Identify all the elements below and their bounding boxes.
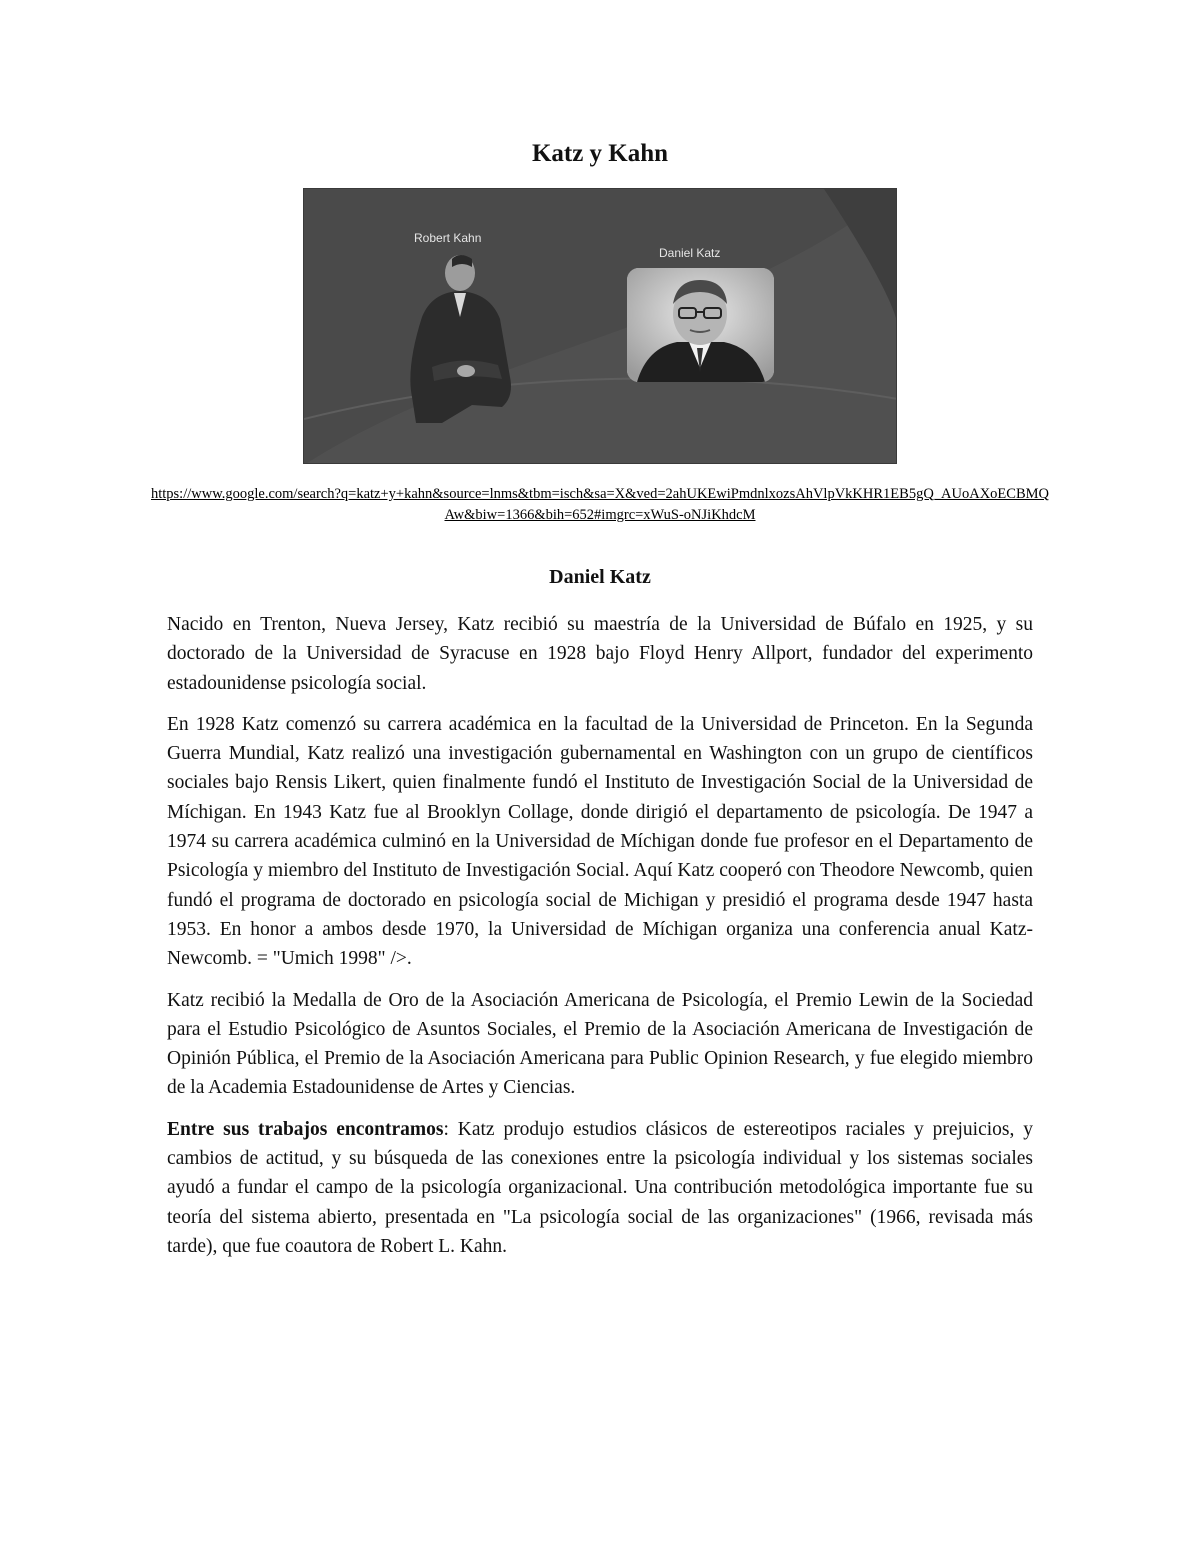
- works-text: : Katz produjo estudios clásicos de estereotipos raciales y prejuicios, y cambios de actitud, y su búsqueda de las conexiones entre la psicología individual y los sistemas sociales ayudó a fundar el campo de la psicología organizacional. Una contribución metodológica importante fue su teoría del sistema abierto, presentada en "La psicología social de las organizaciones" (1966, revisada más tarde), que fue coautora de Robert L. Kahn.: [167, 1118, 1034, 1257]
- daniel-katz-photo: [627, 268, 774, 382]
- works-label: Entre sus trabajos encontramos: [167, 1118, 444, 1140]
- portrait-figure: [303, 188, 897, 464]
- paragraph: Katz recibió la Medalla de Oro de la Asociación Americana de Psicología, el Premio Lewin de la Sociedad para el Estudio Psicológico de Asuntos Sociales, el Premio de la Asociación Americana de Investigación de Opinión Pública, el Premio de la Asociación Americana para Public Opinion Research, y fue elegido miembro de la Academia Estadounidense de Artes y Ciencias.: [167, 989, 1033, 1099]
- robert-kahn-photo: [402, 247, 522, 427]
- image-source-link[interactable]: https://www.google.com/search?q=katz+y+kahn&source=lnms&tbm=isch&sa=X&ved=2ahUKEwiPmdnlxozsAhVlpVkKHR1EB5gQ_AUoAXoECBMQAw&biw=1366&bih=652#imgrc=xWuS-oNJiKhdcM: [150, 486, 1049, 523]
- section-title: Daniel Katz: [549, 566, 651, 588]
- works-paragraph: [167, 1115, 1033, 1261]
- caption-daniel-katz: Daniel Katz: [659, 246, 721, 260]
- paragraph: Nacido en Trenton, Nueva Jersey, Katz recibió su maestría de la Universidad de Búfalo en 1925, y su doctorado de la Universidad de Syracuse en 1928 bajo Floyd Henry Allport, fundador del experimento estadounidense psicología social.: [167, 614, 1033, 694]
- paragraph: En 1928 Katz comenzó su carrera académica en la facultad de la Universidad de Princeton. En la Segunda Guerra Mundial, Katz realizó una investigación gubernamental en Washington con un grupo de científicos sociales bajo Rensis Likert, quien finalmente fundó el Instituto de Investigación Social de la Universidad de Míchigan. En 1943 Katz fue al Brooklyn Collage, donde dirigió el departamento de psicología. De 1947 a 1974 su carrera académica culminó en la Universidad de Míchigan donde fue profesor en el Departamento de Psicología y miembro del Instituto de Investigación Social. Aquí Katz cooperó con Theodore Newcomb, quien fundó el programa de doctorado en psicología social de Michigan y presidió el programa desde 1947 hasta 1953. En honor a ambos desde 1970, la Universidad de Míchigan organiza una conferencia anual Katz-Newcomb. = "Umich 1998" />.: [167, 713, 1033, 970]
- figure-background: [304, 189, 897, 464]
- caption-robert-kahn: Robert Kahn: [414, 231, 482, 245]
- document-title: Katz y Kahn: [531, 140, 669, 167]
- biography-text: [167, 610, 1033, 1273]
